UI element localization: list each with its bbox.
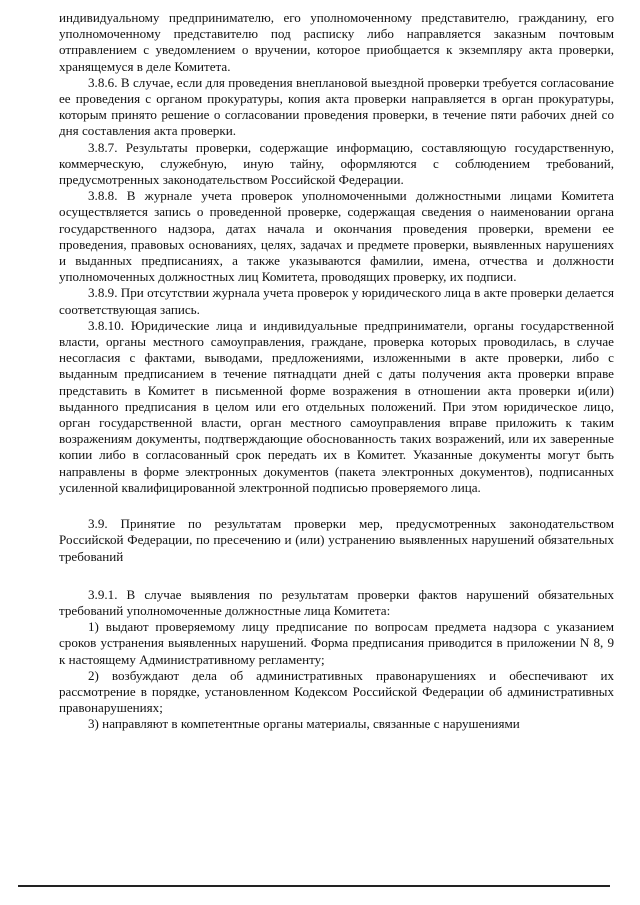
paragraph-3-8-9: 3.8.9. При отсутствии журнала учета проверок у юридического лица в акте проверки делается соответствующая запись. (59, 285, 614, 317)
list-item-2: 2) возбуждают дела об административных правонарушениях и обеспечивают их рассмотрение в порядке, установленном Кодексом Российской Федерации об административных правонарушениях; (59, 667, 614, 716)
paragraph-3-8-6: 3.8.6. В случае, если для проведения внеплановой выездной проверки требуется согласование ее проведения с органом прокуратуры, копия акта проверки направляется в орган прокуратуры, которым принято решение о согласовании проведения проверки, в течение пяти рабочих дней со дня составления акта проверки. (59, 74, 614, 139)
list-item-1: 1) выдают проверяемому лицу предписание по вопросам предмета надзора с указанием сроков устранения выявленных нарушений. Форма предписания приводится в приложении N 8, 9 к настоящему Административному регламенту; (59, 619, 614, 667)
paragraph-3-9-1: 3.9.1. В случае выявления по результатам проверки фактов нарушений обязательных требований уполномоченные должностные лица Комитета: (59, 586, 614, 618)
section-heading-3-9: 3.9. Принятие по результатам проверки мер, предусмотренных законодательством Российской Федерации, по пресечению и (или) устранению выявленных нарушений обязательных требований (59, 516, 614, 564)
paragraph-3-8-7: 3.8.7. Результаты проверки, содержащие информацию, составляющую государственную, коммерческую, служебную, иную тайну, оформляются с соблюдением требований, предусмотренных законодательством Российской Федерации. (59, 139, 614, 188)
paragraph-continuation: индивидуальному предпринимателю, его уполномоченному представителю, гражданину, его уполномоченному представителю под расписку либо направляется заказным почтовым отправлением с уведомлением о вручении, которое приобщается к экземпляру акта проверки, хранящемуся в деле Комитета. (59, 10, 614, 74)
paragraph-3-8-8: 3.8.8. В журнале учета проверок уполномоченными должностными лицами Комитета осуществляется запись о проведенной проверке, содержащая сведения о наименовании органа государственного надзора, датах начала и окончания проведения проверки, времени ее проведения, правовых основаниях, целях, задачах и предмете проверки, выявленных нарушениях и выданных предписаниях, а также указываются фамилии, имена, отчества и должности уполномоченных должностных лиц Комитета, проводящих проверку, их подписи. (59, 188, 614, 285)
list-item-3: 3) направляют в компетентные органы материалы, связанные с нарушениями (88, 716, 520, 732)
paragraph-3-8-10: 3.8.10. Юридические лица и индивидуальные предприниматели, органы государственной власти, органы местного самоуправления, граждане, проверка которых проводилась, в случае несогласия с фактами, выводами, предложениями, изложенными в акте проверки, либо с выданным предписанием в течение пятнадцати дней с даты получения акта проверки вправе представить в Комитет в письменной форме возражения в отношении акта проверки и(или) выданного предписания в целом или его отдельных положений. При этом юридическое лицо, орган государственной власти, орган местного самоуправления вправе приложить к таким возражениям документы, подтверждающие обоснованность таких возражений, или их заверенные копии либо в согласованный срок передать их в Комитет. Указанные документы могут быть направлены в форме электронных документов (пакета электронных документов), подписанных усиленной квалифицированной электронной подписью проверяемого лица. (59, 317, 614, 495)
page-bottom-rule (18, 885, 610, 887)
